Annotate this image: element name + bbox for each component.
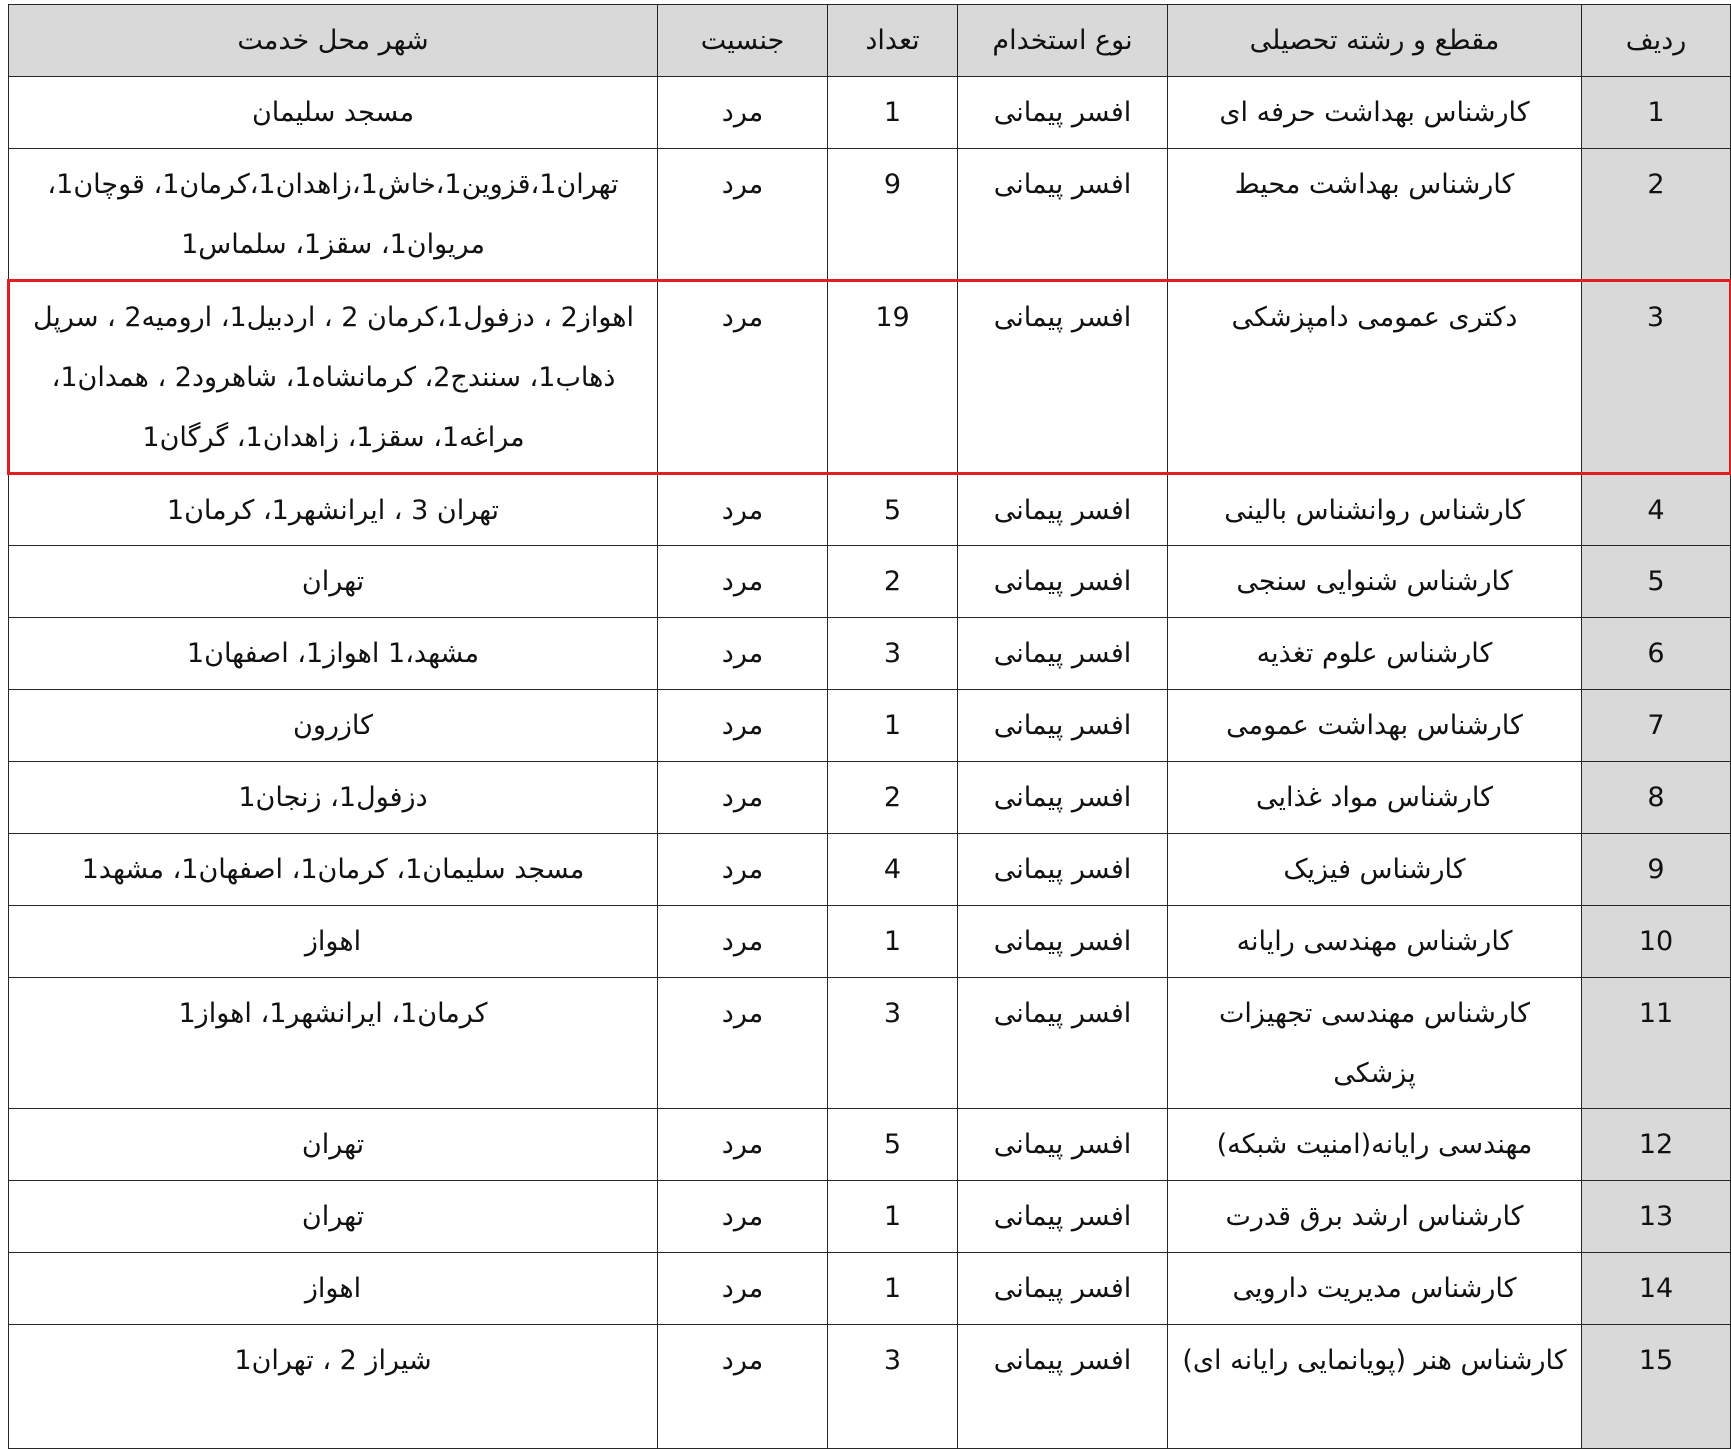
city-cell: مسجد سلیمان1، کرمان1، اصفهان1، مشهد1 (9, 834, 658, 906)
city-cell: کرمان1، ایرانشهر1، اهواز1 (9, 978, 658, 1109)
degree-cell: کارشناس مواد غذایی (1168, 762, 1582, 834)
degree-cell: کارشناس بهداشت حرفه ای (1168, 77, 1582, 149)
employment-type-cell: افسر پیمانی (958, 978, 1168, 1109)
recruitment-table-container (7, 4, 1729, 1449)
row-number-cell: 4 (1582, 474, 1731, 546)
header-gender: جنسیت (658, 5, 828, 77)
count-cell: 2 (828, 762, 958, 834)
header-employment-type: نوع استخدام (958, 5, 1168, 77)
row-number-cell: 13 (1582, 1181, 1731, 1253)
employment-type-cell: افسر پیمانی (958, 834, 1168, 906)
employment-type-cell: افسر پیمانی (958, 1181, 1168, 1253)
city-cell: اهواز (9, 1253, 658, 1325)
count-cell: 4 (828, 834, 958, 906)
count-cell: 3 (828, 1325, 958, 1449)
gender-cell: مرد (658, 1181, 828, 1253)
gender-cell: مرد (658, 1109, 828, 1181)
city-cell: تهران1،قزوین1،خاش1،زاهدان1،کرمان1، قوچان1، مریوان1، سقز1، سلماس1 (9, 149, 658, 281)
table-row (9, 1109, 1731, 1181)
row-number-cell: 1 (1582, 77, 1731, 149)
count-cell: 5 (828, 474, 958, 546)
degree-cell: مهندسی رایانه(امنیت شبکه) (1168, 1109, 1582, 1181)
table-row (9, 149, 1731, 281)
count-cell: 3 (828, 978, 958, 1109)
city-cell: مسجد سلیمان (9, 77, 658, 149)
city-cell: کازرون (9, 690, 658, 762)
degree-cell: کارشناس ارشد برق قدرت (1168, 1181, 1582, 1253)
gender-cell: مرد (658, 906, 828, 978)
row-number-cell: 3 (1582, 281, 1731, 474)
degree-cell: کارشناس روانشناس بالینی (1168, 474, 1582, 546)
count-cell: 1 (828, 77, 958, 149)
table-row (9, 474, 1731, 546)
row-number-cell: 14 (1582, 1253, 1731, 1325)
table-row (9, 1181, 1731, 1253)
degree-cell: کارشناس بهداشت عمومی (1168, 690, 1582, 762)
gender-cell: مرد (658, 690, 828, 762)
employment-type-cell: افسر پیمانی (958, 546, 1168, 618)
gender-cell: مرد (658, 1253, 828, 1325)
gender-cell: مرد (658, 1325, 828, 1449)
gender-cell: مرد (658, 474, 828, 546)
degree-cell: کارشناس بهداشت محیط (1168, 149, 1582, 281)
city-cell: اهواز2 ، دزفول1،کرمان 2 ، اردبیل1، ارومیه2 ، سرپل ذهاب1، سنندج2، کرمانشاه1، شاهرود2 ، همدان1، مراغه1، سقز1، زاهدان1، گرگان1 (9, 281, 658, 474)
gender-cell: مرد (658, 978, 828, 1109)
employment-type-cell: افسر پیمانی (958, 77, 1168, 149)
count-cell: 9 (828, 149, 958, 281)
city-cell: دزفول1، زنجان1 (9, 762, 658, 834)
header-row-number: ردیف (1582, 5, 1731, 77)
employment-type-cell: افسر پیمانی (958, 906, 1168, 978)
row-number-cell: 2 (1582, 149, 1731, 281)
degree-cell: کارشناس فیزیک (1168, 834, 1582, 906)
row-number-cell: 12 (1582, 1109, 1731, 1181)
degree-cell: کارشناس مهندسی تجهیزات پزشکی (1168, 978, 1582, 1109)
table-row (9, 1325, 1731, 1449)
city-cell: اهواز (9, 906, 658, 978)
header-degree: مقطع و رشته تحصیلی (1168, 5, 1582, 77)
header-count: تعداد (828, 5, 958, 77)
city-cell: تهران 3 ، ایرانشهر1، کرمان1 (9, 474, 658, 546)
city-cell: تهران (9, 1181, 658, 1253)
city-cell: مشهد،1 اهواز1، اصفهان1 (9, 618, 658, 690)
table-row-highlighted (9, 281, 1731, 474)
table-row (9, 1253, 1731, 1325)
count-cell: 1 (828, 1253, 958, 1325)
employment-type-cell: افسر پیمانی (958, 474, 1168, 546)
gender-cell: مرد (658, 281, 828, 474)
table-body (9, 77, 1731, 1449)
row-number-cell: 10 (1582, 906, 1731, 978)
employment-type-cell: افسر پیمانی (958, 690, 1168, 762)
row-number-cell: 11 (1582, 978, 1731, 1109)
row-number-cell: 5 (1582, 546, 1731, 618)
row-number-cell: 9 (1582, 834, 1731, 906)
degree-cell: دکتری عمومی دامپزشکی (1168, 281, 1582, 474)
city-cell: تهران (9, 546, 658, 618)
employment-type-cell: افسر پیمانی (958, 149, 1168, 281)
employment-type-cell: افسر پیمانی (958, 281, 1168, 474)
count-cell: 2 (828, 546, 958, 618)
degree-cell: کارشناس هنر (پویانمایی رایانه ای) (1168, 1325, 1582, 1449)
degree-cell: کارشناس مهندسی رایانه (1168, 906, 1582, 978)
employment-type-cell: افسر پیمانی (958, 1253, 1168, 1325)
row-number-cell: 7 (1582, 690, 1731, 762)
row-number-cell: 8 (1582, 762, 1731, 834)
header-row (9, 5, 1731, 77)
table-row (9, 834, 1731, 906)
gender-cell: مرد (658, 546, 828, 618)
degree-cell: کارشناس شنوایی سنجی (1168, 546, 1582, 618)
row-number-cell: 15 (1582, 1325, 1731, 1449)
gender-cell: مرد (658, 834, 828, 906)
count-cell: 5 (828, 1109, 958, 1181)
table-row (9, 618, 1731, 690)
table-row (9, 762, 1731, 834)
row-number-cell: 6 (1582, 618, 1731, 690)
header-city: شهر محل خدمت (9, 5, 658, 77)
city-cell: تهران (9, 1109, 658, 1181)
count-cell: 1 (828, 690, 958, 762)
count-cell: 3 (828, 618, 958, 690)
table-row (9, 906, 1731, 978)
table-row (9, 77, 1731, 149)
employment-type-cell: افسر پیمانی (958, 618, 1168, 690)
city-cell: شیراز 2 ، تهران1 (9, 1325, 658, 1449)
table-row (9, 546, 1731, 618)
employment-type-cell: افسر پیمانی (958, 762, 1168, 834)
employment-type-cell: افسر پیمانی (958, 1325, 1168, 1449)
gender-cell: مرد (658, 762, 828, 834)
count-cell: 19 (828, 281, 958, 474)
degree-cell: کارشناس مدیریت دارویی (1168, 1253, 1582, 1325)
table-row (9, 690, 1731, 762)
recruitment-table (7, 4, 1731, 1449)
gender-cell: مرد (658, 618, 828, 690)
count-cell: 1 (828, 906, 958, 978)
employment-type-cell: افسر پیمانی (958, 1109, 1168, 1181)
gender-cell: مرد (658, 77, 828, 149)
table-row (9, 978, 1731, 1109)
count-cell: 1 (828, 1181, 958, 1253)
degree-cell: کارشناس علوم تغذیه (1168, 618, 1582, 690)
gender-cell: مرد (658, 149, 828, 281)
